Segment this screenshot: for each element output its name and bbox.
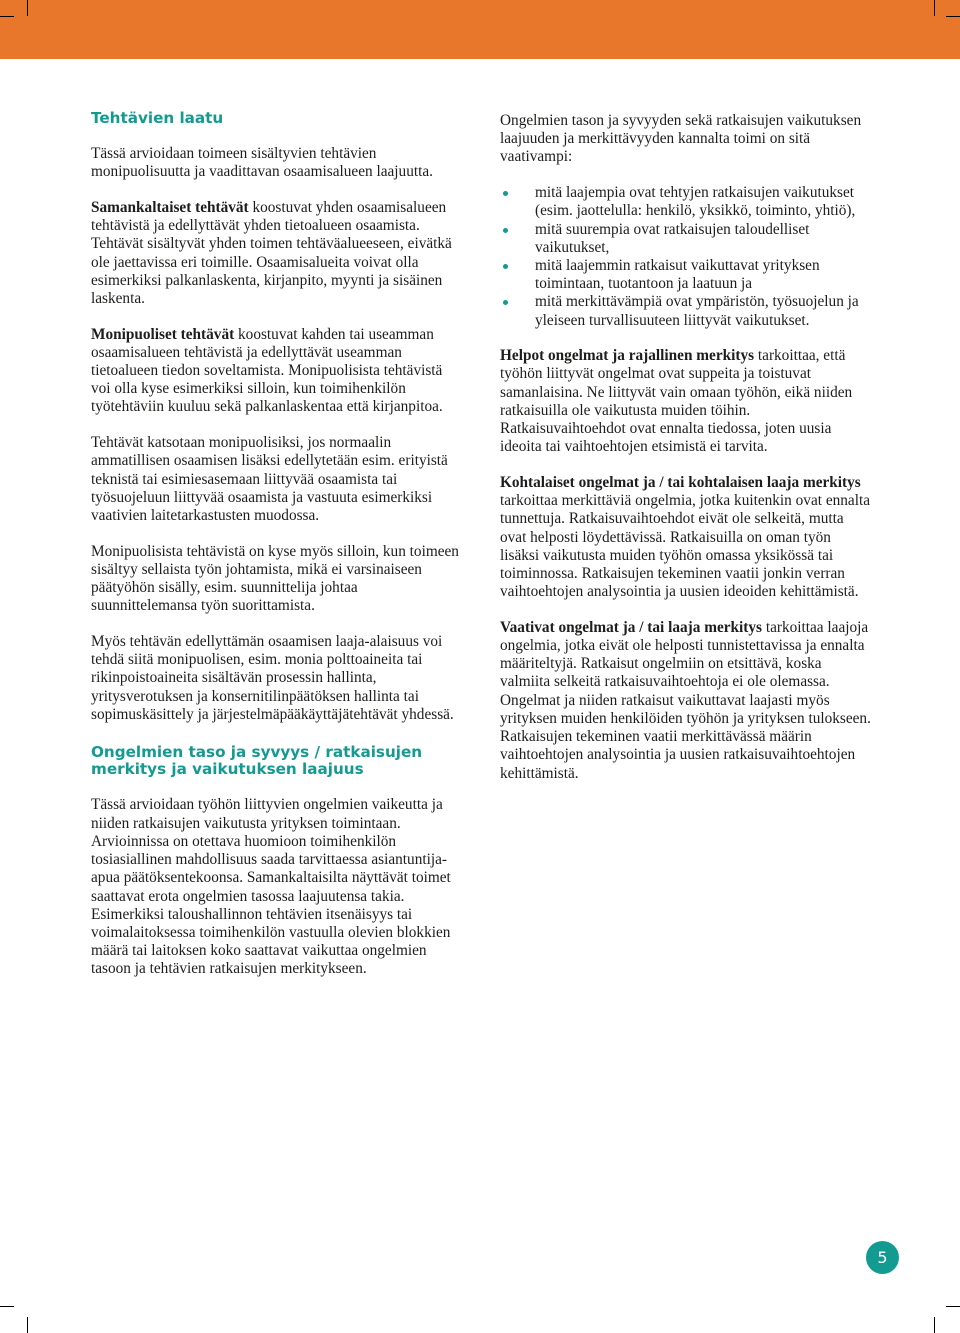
list-item: mitä suurempia ovat ratkaisujen taloudelliset vaikutukset, (500, 221, 872, 257)
bullet-icon (503, 264, 508, 269)
paragraph: Monipuoliset tehtävät koostuvat kahden tai useamman osaamisalueen tehtävistä ja edellyttävät useamman tietoalueen tiedon soveltamista. Monipuolisista tehtävistä voi olla kyse esimerkiksi silloin, kun toimihenkilön työtehtäviin kuuluu sekä palkanlaskentaa että kirjanpitoa. (91, 325, 443, 416)
crop-mark (946, 1306, 960, 1307)
heading-problem-level: Ongelmien taso ja syvyys / ratkaisujen merkitys ja vaikutuksen laajuus (91, 742, 423, 779)
paragraph: Ratkaisuvaihtoehdot ovat ennalta tiedossa, joten uusia ideoita tai vaihtoehtojen etsimistä ei tarvita. (500, 420, 832, 456)
bullet-icon (503, 191, 508, 196)
left-column (91, 110, 461, 979)
list-item: mitä merkittävämpiä ovat ympäristön, työsuojelun ja yleiseen turvallisuuteen liittyvät vaikutukset. (500, 293, 872, 329)
bullet-icon (503, 228, 508, 233)
paragraph: Myös tehtävän edellyttämän osaamisen laaja-alaisuus voi tehdä siitä monipuolisen, esim. monia polttoaineita tai rikinpoistoaineita sisältävän prosessin hallinta, yritysverotuksen ja konsernitilinpäätöksen hallinta tai sopimuskäsittely ja järjestelmäpääkäyttäjätehtävät yhdessä. (91, 632, 454, 723)
crop-mark (27, 0, 28, 16)
paragraph: Kohtalaiset ongelmat ja / tai kohtalaisen laaja merkitys tarkoittaa merkittäviä ongelmia, jotka kuitenkin ovat ennalta tunnettuja. Ratkaisuvaihtoehdot eivät ole selkeitä, mutta ovat helposti löydettävissä. Ratkaisuilla on oman työn lisäksi vaikutusta muiden työhön omassa yksikössä tai toiminnossa. Ratkaisujen tekeminen vaatii jonkin verran vaihtoehtojen analysointia ja uusien ideoiden kehittämistä. (500, 473, 870, 601)
right-column (500, 112, 872, 783)
term: Vaativat ongelmat ja / tai laaja merkitys (500, 618, 762, 636)
heading-task-quality: Tehtävien laatu (91, 109, 224, 127)
crop-mark (0, 16, 14, 17)
paragraph: Monipuolisista tehtävistä on kyse myös silloin, kun toimeen sisältyy sellaista työn johtamista, mikä ei varsinaiseen päätyöhön sisälly, esim. suunnittelija johtaa suunnittelemansa työn suorittamista. (91, 542, 459, 615)
list-item: mitä laajemmin ratkaisut vaikuttavat yrityksen toimintaan, tuotantoon ja laatuun ja (500, 257, 872, 293)
term: Helpot ongelmat ja rajallinen merkitys (500, 347, 755, 365)
crop-mark (934, 1317, 935, 1333)
header-band (0, 0, 960, 59)
paragraph: Ongelmien tason ja syvyyden sekä ratkaisujen vaikutuksen laajuuden ja merkittävyyden kannalta toimi on sitä vaativampi: (500, 112, 862, 166)
bullet-icon (503, 300, 508, 305)
list-item: mitä laajempia ovat tehtyjen ratkaisujen vaikutukset (esim. jaottelulla: henkilö, yksikkö, toiminto, yhtiö), (500, 184, 872, 220)
criteria-list (500, 184, 872, 330)
crop-mark (946, 16, 960, 17)
paragraph: Tehtävät katsotaan monipuolisiksi, jos normaalin ammatillisen osaamisen lisäksi edellytetään esim. erityistä teknistä tai esimiesasemaan liittyvää osaamista tai työsuojeluun liittyvää osaamista ja vastuuta esimerkiksi vaativien laitetarkastusten muodossa. (91, 434, 448, 524)
paragraph: Tässä arvioidaan työhön liittyvien ongelmien vaikeutta ja niiden ratkaisujen vaikutusta yrityksen toimintaan. Arvioinnissa on otettava huomioon toimihenkilön tosiasiallinen mahdollisuus saada tarvittaessa asiantuntija-apua päätöksentekoonsa. Samankaltaisilta näyttävät toimet saattavat erota ongelmien tasossa laajuutensa takia. Esimerkiksi taloushallinnon tehtävien itsenäisyys tai voimalaitoksessa toimihenkilön vastuulla olevien blokkien määrä tai laitoksen koko saattavat vaikuttaa ongelmien tasoon ja tehtävien ratkaisujen merkitykseen. (91, 796, 451, 978)
crop-mark (0, 1306, 14, 1307)
term: Monipuoliset tehtävät (91, 325, 235, 343)
term: Samankaltaiset tehtävät (91, 198, 249, 216)
paragraph: Tässä arvioidaan toimeen sisältyvien tehtävien monipuolisuutta ja vaadittavan osaamisalueen laajuutta. (91, 145, 433, 181)
term: Kohtalaiset ongelmat ja / tai kohtalaisen laaja merkitys (500, 473, 861, 491)
crop-mark (27, 1317, 28, 1333)
paragraph: Vaativat ongelmat ja / tai laaja merkitys tarkoittaa laajoja ongelmia, jotka eivät ole helposti tunnistettavissa ja ennalta määriteltyjä. Ratkaisut ongelmiin on etsittävä, koska valmiita selkeitä ratkaisuvaihtoehtoja ei ole olemassa. Ongelmat ja niiden ratkaisut vaikuttavat laajasti myös yrityksen muiden henkilöiden työhön ja yrityksen tulokseen. Ratkaisujen tekeminen vaatii merkittävässä määrin vaihtoehtojen analysointia ja uusien ratkaisuvaihtoehtojen kehittämistä. (500, 618, 871, 782)
paragraph: Samankaltaiset tehtävät koostuvat yhden osaamisalueen tehtävistä ja edellyttävät yhden tietoalueen osaamista. Tehtävät sisältyvät yhden toimen tehtäväalueeseen, eivätkä ole jaettavissa eri toimille. Osaamisalueita voivat olla esimerkiksi palkanlaskenta, kirjanpito, myynti ja sisäinen laskenta. (91, 198, 452, 307)
crop-mark (934, 0, 935, 16)
page-number-badge: 5 (866, 1241, 899, 1274)
paragraph: Helpot ongelmat ja rajallinen merkitys tarkoittaa, että työhön liittyvät ongelmat ovat suppeita ja toistuvat samanlaisina. Ne liittyvät vain omaan työhön, eikä niiden ratkaisuilla ole vaikutusta muiden töihin. (500, 347, 853, 419)
